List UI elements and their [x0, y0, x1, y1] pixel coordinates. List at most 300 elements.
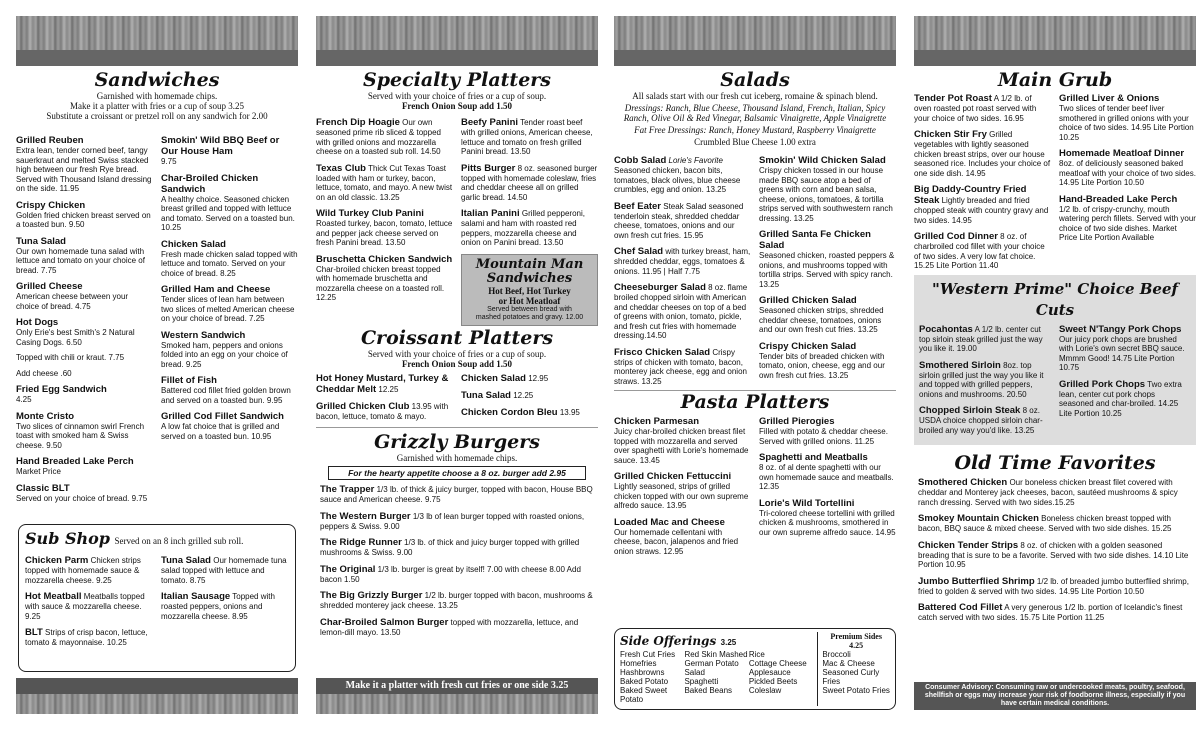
menu-item — [759, 341, 896, 381]
grizzly-box: For the hearty appetite choose a 8 oz. burger add 2.95 — [328, 466, 586, 480]
menu-item-name: Chicken Salad — [461, 372, 526, 384]
menu-item — [320, 617, 594, 638]
menu-item-desc: 4.25 — [16, 395, 32, 404]
menu-item — [759, 452, 896, 492]
menu-item — [461, 373, 598, 384]
menu-item-name: Chicken Stir Fry — [914, 129, 987, 140]
specialty-title: Specialty Platters — [362, 69, 551, 91]
menu-item — [918, 477, 1192, 507]
specialty-left-col — [316, 117, 453, 326]
menu-item — [759, 498, 896, 538]
menu-item-desc: 1/2 lb. of breaded jumbo butterflied shrimp, fried to golden & served with two sides. 14.95 Lite Portion 10.50 — [918, 576, 1189, 596]
menu-item-desc: Lightly seasoned, strips of grilled chicken topped with our own supreme alfredo sauce. 13.95 — [614, 482, 749, 510]
menu-item — [614, 347, 751, 387]
menu-item-name: Wild Turkey Club Panini — [316, 208, 424, 219]
menu-item-name: Pocahontas — [919, 323, 973, 335]
menu-item-name: Lorie's Wild Tortellini — [759, 497, 855, 509]
menu-item-desc: 8oz. of deliciously seasoned baked meatloaf with your choice of two sides. 14.95 Lite Portion 10.50 — [1059, 159, 1196, 187]
menu-item — [320, 484, 594, 505]
menu-item — [918, 540, 1192, 570]
menu-item-name: Grilled Reuben — [16, 135, 84, 146]
wood-header — [16, 16, 298, 66]
menu-item-name: Spaghetti and Meatballs — [759, 452, 868, 463]
sandwiches-title: Sandwiches — [94, 69, 220, 91]
menu-item — [16, 281, 153, 311]
menu-item-desc: 8 oz. USDA choice chopped sirloin char-broiled any way you'd like. 13.25 — [919, 406, 1043, 435]
menu-item-name: Chicken Parmesan — [614, 416, 700, 427]
side-item: Baked Sweet Potato — [620, 686, 668, 704]
menu-item-name: Tuna Salad — [461, 389, 511, 401]
sides-col1 — [620, 650, 684, 704]
menu-item — [461, 163, 598, 203]
menu-item — [320, 511, 594, 532]
menu-item-name: Chicken Parm — [25, 555, 89, 566]
panel-salads — [614, 16, 896, 714]
panel-specialty — [316, 16, 598, 714]
sub-shop-box — [18, 524, 296, 672]
menu-item-desc: Steak Salad seasoned tenderloin steak, shredded cheddar cheese, tomatoes, onions and our own fresh cut fries. 15.95 — [614, 201, 744, 240]
menu-item — [614, 517, 751, 557]
menu-item-desc: topped with mozzarella, lettuce, and lemon-dill mayo. 13.50 — [320, 617, 579, 637]
wood-header — [914, 16, 1196, 66]
menu-item — [161, 555, 289, 585]
menu-item — [25, 591, 153, 621]
menu-item — [16, 236, 153, 276]
menu-item — [161, 135, 298, 167]
menu-item-name: Chef Salad — [614, 246, 664, 257]
menu-item-name: Grilled Liver & Onions — [1059, 93, 1160, 104]
menu-item-name: Grilled Ham and Cheese — [161, 284, 271, 295]
menu-item-desc: Strips of crisp bacon, lettuce, tomato & mayonnaise. 10.25 — [25, 628, 148, 647]
menu-item-desc: Smoked ham, peppers and onions folded into an egg on your choice of bread. 9.25 — [161, 340, 288, 369]
menu-item-desc: Fresh made chicken salad topped with lettuce and tomato. Served on your choice of bread. 8.25 — [161, 249, 298, 278]
salads-title: Salads — [720, 69, 790, 91]
menu-item-name: Monte Cristo — [16, 410, 75, 422]
menu-item-desc: Juicy char-broiled chicken breast filet topped with mozzarella and served over spaghetti with Lorie's homemade sauce. 13.45 — [614, 427, 749, 465]
salads-blue: Crumbled Blue Cheese 1.00 extra — [694, 137, 816, 147]
side-item: Baked Potato — [620, 677, 669, 686]
side-item: Spaghetti — [684, 677, 719, 686]
sandwiches-sub2: Make it a platter with fries or a cup of soup 3.25 — [70, 101, 244, 111]
menu-item-name: Smokin' Wild Chicken Salad — [759, 155, 886, 166]
menu-item-desc: Our own seasoned prime rib sliced & topped with grilled onions and mozzarella cheese on a toasted sub roll. 14.50 — [316, 118, 441, 156]
menu-item-desc: Extra lean, tender corned beef, tangy sauerkraut and melted Swiss stacked high between our fresh Rye bread. Served with Thousand Island dressing on the side. 11.95 — [16, 146, 152, 193]
menu-item-desc: Two slices of cinnamon swirl French toast with smoked ham & Swiss cheese. 9.50 — [16, 421, 145, 450]
menu-item-desc: 9.75 — [161, 157, 177, 166]
menu-item-desc: 1/3 lb. burger is great by itself! 7.00 with cheese 8.00 Add bacon 1.50 — [320, 564, 581, 584]
menu-item-name: Hot Dogs — [16, 317, 59, 328]
sub-shop-tagline: Served on an 8 inch grilled sub roll. — [114, 536, 244, 546]
menu-item — [161, 239, 298, 279]
menu-item-name: Pitts Burger — [461, 162, 516, 174]
menu-item — [914, 184, 1051, 225]
menu-item-desc: Seasoned chicken, bacon bits, tomatoes, black olives, blue cheese crumbles, egg and onion. 13.25 — [614, 166, 741, 194]
menu-item-name: Tender Pot Roast — [914, 93, 992, 104]
main-grub-title: Main Grub — [997, 69, 1113, 91]
old-time-items — [914, 477, 1196, 623]
wood-header — [614, 16, 896, 66]
wood-header — [316, 16, 598, 66]
menu-item-desc: Boneless chicken breast topped with bacon, BBQ sauce & mixed cheese. Served with two side dishes. 15.25 — [918, 514, 1172, 533]
menu-item-desc: Grilled vegetables with lightly seasoned chicken breast strips, over our house seasoned rice. Includes your choice of one side dish. 14.95 — [914, 130, 1051, 178]
menu-item-name: Smothered Chicken — [918, 477, 1008, 488]
sides-col2 — [684, 650, 748, 704]
menu-item-desc: 8 oz. of al dente spaghetti with our own homemade sauce and meatballs. 12.35 — [759, 463, 894, 491]
menu-item-name: Classic BLT — [16, 482, 70, 494]
menu-item-name: Hand Breaded Lake Perch — [16, 456, 134, 467]
menu-item — [16, 483, 153, 504]
specialty-sub1: Served with your choice of fries or a cup of soup. — [367, 91, 547, 101]
menu-item — [161, 411, 298, 441]
side-item: Sweet Potato Fries — [822, 686, 890, 695]
menu-item — [316, 373, 453, 395]
sides-title: Side Offerings — [620, 634, 717, 648]
menu-item-desc: Served on your choice of bread. 9.75 — [16, 493, 148, 503]
menu-item-name: Grilled Chicken Fettuccini — [614, 471, 732, 482]
menu-item-desc: Golden fried chicken breast served on a toasted bun. 9.50 — [16, 210, 151, 229]
mountain-man-line4: mashed potatoes and gravy. 12.00 — [475, 313, 584, 321]
menu-item-name: Texas Club — [316, 162, 366, 174]
menu-item-desc: A very generous 1/2 lb. portion of Icelandic's finest catch served with two sides. 15.75 Lite Portion 11.25 — [918, 603, 1183, 622]
menu-item-desc: A low fat choice that is grilled and served on a toasted bun. 10.95 — [161, 422, 280, 441]
menu-item-name: Battered Cod Fillet — [918, 602, 1003, 613]
croissant-left-col — [316, 373, 453, 428]
menu-item-desc: Seasoned chicken, roasted peppers & onions, and mushrooms topped with tortilla strips. Served with spicy ranch. 13.25 — [759, 251, 895, 289]
panel-main-grub — [914, 16, 1196, 714]
salads-dressings: Dressings: Ranch, Blue Cheese, Thousand Island, French, Italian, Spicy Ranch, Olive Oil & Red Vinegar, Balsamic Vinaigrette, Apple Vinaigrette — [623, 103, 887, 123]
menu-item — [461, 390, 598, 401]
menu-item — [316, 117, 453, 157]
side-item: Baked Beans — [684, 686, 733, 695]
grizzly-title: Grizzly Burgers — [374, 431, 540, 453]
menu-item-desc: Chicken strips topped with homemade sauce & mozzarella cheese. 9.25 — [25, 556, 141, 585]
menu-item — [316, 208, 453, 248]
main-grub-left-col — [914, 93, 1051, 277]
mountain-man-line3: Served between bread with — [487, 305, 572, 313]
pasta-title: Pasta Platters — [680, 391, 830, 413]
menu-item-desc: Meatballs topped with sauce & mozzarella cheese. 9.25 — [25, 592, 145, 621]
menu-item-desc: 12.25 — [378, 384, 399, 394]
grizzly-items — [316, 484, 598, 637]
sandwiches-right-col — [161, 135, 298, 509]
side-item: Cottage Cheese — [748, 659, 807, 668]
menu-item — [919, 405, 1051, 435]
menu-item — [461, 117, 598, 157]
menu-item — [1059, 194, 1196, 243]
menu-item-desc: Grilled pepperoni, salami and ham with roasted red peppers, mozzarella cheese and onion on Panini bread. 13.50 — [461, 209, 585, 247]
menu-item-name: Grilled Chicken Club — [316, 400, 410, 412]
menu-item-name: Hand-Breaded Lake Perch — [1059, 193, 1178, 205]
menu-item-name: Fillet of Fish — [161, 375, 217, 386]
side-item: Rice — [748, 650, 765, 659]
menu-item-desc: 1/2 lb. burger topped with bacon, mushrooms & shredded monterey jack cheese. 13.25 — [320, 591, 593, 610]
menu-item-desc: Topped with roasted peppers, onions and mozzarella cheese. 8.95 — [161, 592, 275, 621]
menu-item — [759, 416, 896, 446]
mountain-man-title1: Mountain Man — [475, 256, 584, 272]
menu-item-desc: Our homemade cellentani with cheese, bacon, jalapenos and fried onion straws. 12.95 — [614, 527, 739, 556]
menu-item-name: Chicken Cordon Bleu — [461, 406, 558, 418]
menu-item-name: Crispy Chicken — [16, 199, 86, 211]
menu-item-name: The Western Burger — [320, 510, 411, 522]
menu-item-desc: Crispy strips of chicken with tomato, bacon, monterey jack cheese, egg and onion straws. 13.25 — [614, 347, 747, 386]
pasta-left-col — [614, 416, 751, 562]
menu-item — [461, 208, 598, 248]
menu-item-name: Fried Egg Sandwich — [16, 384, 107, 395]
menu-item-name: Beefy Panini — [461, 117, 519, 128]
menu-item-name: Char-Broiled Chicken Sandwich — [161, 172, 259, 195]
menu-item — [614, 416, 751, 465]
menu-item-desc: Our homemade tuna salad topped with lettuce and tomato. 8.75 — [161, 556, 287, 585]
menu-item — [25, 627, 153, 648]
menu-item-name: Chopped Sirloin Steak — [919, 405, 1021, 416]
menu-item-desc: 8oz. top sirloin grilled just the way you like it and topped with grilled peppers, onions and mushrooms. 20.50 — [919, 360, 1044, 399]
grizzly-sub: Garnished with homemade chips. — [396, 453, 518, 463]
salads-fatfree: Fat Free Dressings: Ranch, Honey Mustard, Raspberry Vinaigrette — [634, 125, 876, 135]
specialty-sub2: French Onion Soup add 1.50 — [401, 101, 513, 111]
menu-item-name: Smothered Sirloin — [919, 359, 1001, 371]
menu-item-desc: Our boneless chicken breast filet covered with cheddar and Monterey jack cheeses, bacon, sautéed mushrooms & spicy ranch dressing. Served with two sides.15.25 — [918, 478, 1178, 507]
croissant-sub1: Served with your choice of fries or a cup of soup. — [367, 348, 547, 359]
sandwiches-sub1: Garnished with homemade chips. — [96, 91, 218, 101]
menu-item — [16, 384, 153, 405]
menu-item — [918, 576, 1192, 597]
salads-sub1: All salads start with our fresh cut iceberg, romaine & spinach blend. — [632, 91, 878, 101]
menu-item-name: Italian Sausage — [161, 591, 231, 602]
menu-item-name: The Original — [320, 563, 376, 575]
prime-left-col — [919, 324, 1051, 442]
menu-item-desc: 12.95 — [528, 373, 549, 383]
menu-item — [16, 456, 153, 477]
menu-item-name: Smokey Mountain Chicken — [918, 513, 1039, 524]
menu-item — [16, 200, 153, 230]
mountain-man-box — [461, 254, 598, 326]
menu-item — [161, 375, 298, 405]
menu-item — [320, 537, 594, 558]
menu-item — [914, 93, 1051, 123]
menu-item — [161, 284, 298, 324]
menu-item-desc: Lightly breaded and fried chopped steak with country gravy and two sides. 14.95 — [914, 196, 1049, 225]
croissant-sub2: French Onion Soup add 1.50 — [401, 358, 513, 369]
menu-item-desc: Tender roast beef with grilled onions, American cheese, lettuce and tomato on fresh grilled Panini bread. 13.50 — [461, 118, 593, 156]
sandwiches-left-col — [16, 135, 153, 509]
menu-item-name: Frisco Chicken Salad — [614, 346, 711, 358]
menu-item-desc: Our own homemade tuna salad with lettuce and tomato on your choice of bread. 7.75 — [16, 246, 145, 275]
side-item: Hashbrowns — [620, 668, 665, 677]
menu-item-name: Cobb Salad — [614, 155, 667, 166]
menu-item-tag: Lorie's Favorite — [668, 156, 723, 165]
menu-item — [1059, 148, 1196, 188]
menu-item — [614, 201, 751, 241]
menu-item — [1059, 324, 1191, 373]
menu-item — [918, 602, 1192, 623]
menu-item — [914, 129, 1051, 178]
panel-sandwiches — [16, 16, 298, 714]
menu-item-name: The Trapper — [320, 484, 375, 495]
menu-item-desc: American cheese between your choice of bread. 4.75 — [16, 292, 129, 311]
side-item: Fries — [822, 677, 841, 686]
menu-item — [614, 471, 751, 511]
menu-item — [759, 229, 896, 289]
sides-price: 3.25 — [720, 638, 737, 647]
menu-item-name: The Big Grizzly Burger — [320, 590, 423, 601]
menu-item-desc: A healthy choice. Seasoned chicken breast grilled and topped with lettuce and tomato. Served on a toasted bun. 10.25 — [161, 194, 295, 232]
mountain-man-line2: or Hot Meatloaf — [498, 295, 561, 306]
side-item: Homefries — [620, 659, 657, 668]
menu-item — [1059, 93, 1196, 142]
menu-item — [614, 246, 751, 276]
menu-item — [316, 401, 453, 422]
sub-shop-right-col — [161, 555, 289, 654]
menu-item-desc: Tender slices of lean ham between two slices of melted American cheese on your choice of bread. 7.25 — [161, 295, 295, 323]
menu-item-desc: Market Price — [16, 467, 61, 476]
side-item: Seasoned Curly — [822, 668, 880, 677]
menu-item-desc: Two extra lean, center cut pork chops seasoned and char-broiled. 14.25 Lite Portion 10.25 — [1059, 379, 1182, 418]
menu-item-desc: A 1/2 lb. of oven roasted pot roast served with your choice of two sides. 16.95 — [914, 94, 1037, 123]
western-prime-box — [914, 275, 1196, 446]
menu-item — [25, 555, 153, 585]
menu-item — [919, 324, 1051, 354]
menu-item-name: Char-Broiled Salmon Burger — [320, 616, 449, 628]
menu-item-desc: Topped with chili or kraut. 7.75 — [16, 353, 125, 362]
menu-item-desc: with turkey breast, ham, shredded cheddar, eggs, tomatoes & onions. 11.95 | Half 7.75 — [614, 247, 751, 276]
menu-item-desc: Seasoned chicken strips, shredded cheddar cheese, tomatoes, onions and our own fresh cut fries. 13.25 — [759, 306, 884, 334]
menu-item-name: Homemade Meatloaf Dinner — [1059, 148, 1185, 159]
side-item: Broccoli — [822, 650, 851, 659]
side-item: Salad — [684, 668, 705, 677]
menu-item-name: Chicken Tender Strips — [918, 539, 1019, 551]
mountain-man-line1: Hot Beef, Hot Turkey — [488, 285, 571, 296]
menu-item-desc: 8 oz. of chicken with a golden seasoned breading that is sure to be a favorite. Served with two side dishes. 14.10 Lite Portion 10.95 — [918, 540, 1189, 569]
menu-item — [1059, 379, 1191, 419]
menu-item-name: Crispy Chicken Salad — [759, 340, 857, 352]
menu-item — [16, 135, 153, 194]
menu-item-desc: Tri-colored cheese tortellini with grilled chicken & mushrooms, smothered in our own supreme alfredo sauce. 14.95 — [759, 508, 896, 537]
premium-sides-title: Premium Sides — [830, 632, 882, 641]
menu-item — [914, 231, 1051, 271]
menu-item-name: Tuna Salad — [161, 555, 211, 566]
menu-item — [161, 330, 298, 370]
menu-item-desc: Only Erie's best Smith's 2 Natural Casing Dogs. 6.50 — [16, 328, 135, 347]
premium-sides-price: 4.25 — [849, 641, 864, 650]
menu-item-desc: Two slices of tender beef liver smothered in grilled onions with your choice of two sides. 14.95 Lite Portion 10.25 — [1059, 104, 1194, 142]
salads-right-col — [759, 155, 896, 392]
menu-item-name: Grilled Cod Dinner — [914, 231, 998, 242]
menu-item — [16, 411, 153, 451]
menu-item-desc: Crispy chicken tossed in our house made BBQ sauce atop a bed of greens with corn and bean salsa, cheese, onions, tomatoes, & tortilla strips served with southwestern ranch dressing. 13.25 — [759, 166, 893, 223]
menu-item-desc: Our juicy pork chops are brushed with Lorie's own secret BBQ sauce. Mmmm Good! 14.75 Lite Portion 10.75 — [1059, 334, 1185, 372]
menu-item-name: Hot Meatball — [25, 591, 82, 602]
prime-right-col — [1059, 324, 1191, 442]
sub-shop-left-col — [25, 555, 153, 654]
sub-shop-title: Sub Shop — [25, 529, 110, 548]
menu-item-desc: 8 oz. of charbroiled cod fillet with your choice of two sides. A very low fat choice. 15.25 Lite Portion 11.40 — [914, 232, 1045, 270]
menu-item — [320, 564, 594, 585]
side-item: Red Skin Mashed — [684, 650, 748, 659]
salads-left-col — [614, 155, 751, 392]
menu-item — [759, 155, 896, 223]
menu-item — [320, 590, 594, 611]
menu-item-name: Grilled Cod Fillet Sandwich — [161, 411, 284, 422]
menu-item — [16, 353, 153, 363]
side-offerings-box — [614, 628, 896, 710]
menu-item-name: Jumbo Butterflied Shrimp — [918, 575, 1035, 587]
side-item: Fresh Cut Fries — [620, 650, 676, 659]
menu-item — [16, 369, 153, 379]
mountain-man-title2: Sandwiches — [486, 270, 573, 286]
menu-item-desc: 12.25 — [513, 390, 534, 400]
menu-item — [919, 360, 1051, 400]
main-grub-right-col — [1059, 93, 1196, 277]
menu-item-name: BLT — [25, 627, 43, 638]
menu-item-desc: 13.95 with bacon, lettuce, tomato & mayo. — [316, 401, 449, 421]
menu-item-desc: 1/3 lb. of thick and juicy burger topped with grilled mushrooms & Swiss. 9.00 — [320, 538, 580, 557]
menu-item-name: Cheeseburger Salad — [614, 282, 706, 293]
menu-item-name: Hot Honey Mustard, Turkey & Cheddar Melt — [316, 372, 449, 395]
menu-item — [316, 163, 453, 203]
menu-item-desc: Add cheese .60 — [16, 368, 72, 378]
croissant-right-col — [461, 373, 598, 428]
menu-item-desc: 1/3 lb. of thick & juicy burger, topped with bacon, House BBQ sauce and American cheese. 9.75 — [320, 485, 593, 504]
consumer-advisory: Consumer Advisory: Consuming raw or undercooked meats, poultry, seafood, shellfish or eggs may increase your risk of foodborne illness, especially if you have certain medical conditions. — [914, 682, 1196, 710]
side-item: Mac & Cheese — [822, 659, 875, 668]
menu-item-desc: Tender bits of breaded chicken with tomato, onion, cheese, egg and our own fresh cut fries. 13.25 — [759, 351, 885, 380]
menu-item-name: Tuna Salad — [16, 235, 66, 247]
sandwiches-sub3: Substitute a croissant or pretzel roll on any sandwich for 2.00 — [46, 111, 268, 121]
menu-item-desc: 8 oz. flame broiled chopped sirloin with American and cheddar cheeses on top of a bed of greens with onion, tomato, pickle, and fresh cut fries with homemade dressing.14.50 — [614, 283, 748, 340]
menu-item — [16, 317, 153, 347]
old-time-title: Old Time Favorites — [954, 452, 1156, 474]
menu-item-name: Loaded Mac and Cheese — [614, 516, 725, 528]
menu-item-name: Big Daddy-Country Fried Steak — [914, 184, 1027, 206]
menu-item — [316, 254, 453, 303]
menu-item-name: Smokin' Wild BBQ Beef or Our House Ham — [161, 135, 280, 157]
menu-item — [161, 173, 298, 233]
menu-item-name: Grilled Pork Chops — [1059, 378, 1146, 390]
side-item: Applesauce — [748, 668, 791, 677]
menu-item-name: Sweet N'Tangy Pork Chops — [1059, 323, 1182, 335]
pasta-right-col — [759, 416, 896, 562]
menu-item — [614, 155, 751, 195]
menu-item-desc: 1/3 lb of lean burger topped with roasted onions, peppers & Swiss. 9.00 — [320, 511, 585, 531]
menu-item-desc: Roasted turkey, bacon, tomato, lettuce and pepper jack cheese served on fresh Panini bread. 13.50 — [316, 219, 453, 247]
platter-band: Make it a platter with fresh cut fries or one side 3.25 — [316, 678, 598, 694]
menu-item — [461, 407, 598, 418]
menu-item — [759, 295, 896, 335]
side-item: Pickled Beets — [748, 677, 798, 686]
menu-item-name: Grilled Chicken Salad — [759, 295, 857, 306]
menu-item-name: The Ridge Runner — [320, 537, 402, 548]
menu-item-name: Bruschetta Chicken Sandwich — [316, 253, 453, 265]
sides-col3 — [749, 650, 813, 704]
menu-item — [614, 282, 751, 341]
menu-item-name: Grilled Santa Fe Chicken Salad — [759, 229, 871, 251]
menu-item-name: Beef Eater — [614, 200, 661, 212]
specialty-right-col — [461, 117, 598, 248]
menu-item-name: French Dip Hoagie — [316, 117, 400, 128]
wood-footer — [316, 678, 598, 714]
menu-item-desc: Char-broiled chicken breast topped with homemade bruschetta and mozzarella cheese on a toasted roll. 12.25 — [316, 264, 445, 302]
croissant-title: Croissant Platters — [360, 326, 554, 349]
menu-item-name: Italian Panini — [461, 208, 520, 219]
menu-item-desc: 1/2 lb. of crispy-crunchy, mouth watering perch fillets. Served with your choice of two side dishes. Market Price Lite Portion Available — [1059, 204, 1196, 242]
menu-item-name: Chicken Salad — [161, 238, 226, 250]
menu-item-desc: Battered cod fillet fried golden brown and served on a toasted bun. 9.95 — [161, 386, 291, 405]
western-prime-title: "Western Prime" Choice Beef Cuts — [932, 279, 1178, 319]
menu-item-name: Grilled Cheese — [16, 281, 83, 292]
menu-item — [918, 513, 1192, 534]
menu-item-desc: Thick Cut Texas Toast loaded with ham or turkey, bacon, lettuce, tomato, and mayo. A new twist on an old classic. 13.25 — [316, 163, 453, 202]
menu-item-desc: 13.95 — [559, 407, 580, 417]
